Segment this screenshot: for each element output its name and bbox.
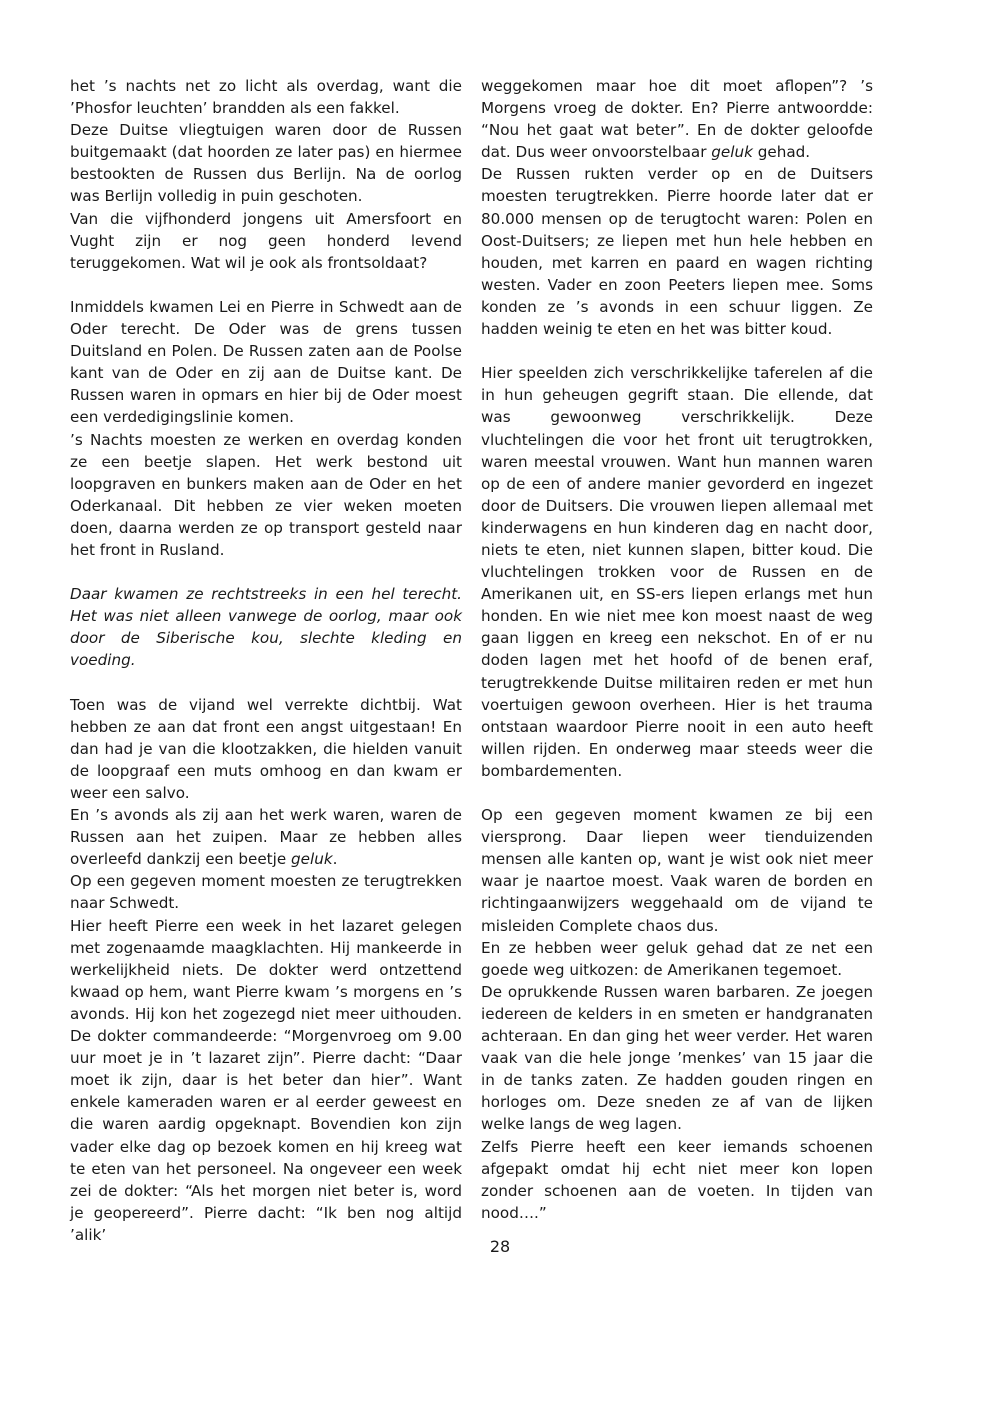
paragraph <box>481 981 873 1136</box>
emphasized-text: geluk <box>291 850 333 869</box>
paragraph <box>70 75 462 119</box>
paragraph-text: De Russen rukten verder op en de Duitsers moesten terugtrekken. Pierre hoorde later dat er 80.000 mensen op de terugtocht waren: Polen en Oost-Duitsers; ze liepen met hun hele hebben en houden, met karren en paard en wagen richting westen. Vader en zoon Peeters liepen mee. Soms konden ze ’s avonds in een schuur liggen. Ze hadden weinig te eten en het was bitter koud. <box>481 165 873 339</box>
paragraph-text: Hier speelden zich verschrikkelijke taferelen af die in hun geheugen gegrift staan. Die ellende, dat was gewoonweg verschrikkelijk. Deze vluchtelingen die voor het front uit terugtrokken, waren meestal vrouwen. Want hun mannen waren op de een of andere manier gevorderd en ingezet door de Duitsers. Die vrouwen liepen allemaal met kinderwagens en hun kinderen dag en nacht door, niets te eten, niet kunnen slapen, bitter koud. Die vluchtelingen trokken voor de Russen en de Amerikanen uit, en SS-ers liepen erlangs met hun honden. En wie niet mee kon moest naast de weg gaan liggen en kreeg een nekschot. En of er nu doden lagen met het hoofd of de benen eraf, terugtrekkende Duitse militairen reden er met hun voertuigen gewoon overheen. Hier is het trauma ontstaan waardoor Pierre nooit in een auto heeft willen rijden. En onderweg maar steeds weer die bombardementen. <box>481 364 873 780</box>
right-text-column <box>481 75 873 1224</box>
paragraph-text: Deze Duitse vliegtuigen waren door de Russen buitgemaakt (dat hoorden ze later pas) en hiermee bestookten de Russen dus Berlijn. Na de oorlog was Berlijn volledig in puin geschoten. <box>70 121 462 206</box>
left-text-column <box>70 75 462 1246</box>
paragraph-text: Toen was de vijand wel verrekte dichtbij. Wat hebben ze aan dat front een angst uitgestaan! En dan had je van die klootzakken, die hielden vanuit de loopgraaf een muts omhoog en dan kwam er weer een salvo. <box>70 695 462 802</box>
paragraph <box>70 915 462 1246</box>
paragraph <box>481 1136 873 1224</box>
paragraph-text: gehad. <box>752 143 811 162</box>
emphasized-text: geluk <box>711 143 753 162</box>
paragraph <box>70 119 462 207</box>
paragraph <box>70 694 462 804</box>
paragraph-text: Op een gegeven moment kwamen ze bij een viersprong. Daar liepen weer tienduizenden mensen alle kanten op, want je wist ook niet meer waar je naartoe moest. Vaak waren de borden en richtingaanwijzers weggehaald om de vijand te misleiden Complete chaos dus. <box>481 806 873 935</box>
paragraph <box>481 937 873 981</box>
paragraph <box>481 75 873 163</box>
paragraph-text: Van die vijfhonderd jongens uit Amersfoort en Vught zijn er nog geen honderd levend teruggekomen. Wat wil je ook als frontsoldaat? <box>70 209 462 272</box>
paragraph <box>481 163 873 340</box>
paragraph <box>70 429 462 562</box>
paragraph-text: Inmiddels kwamen Lei en Pierre in Schwedt aan de Oder terecht. De Oder was de grens tussen Duitsland en Polen. De Russen zaten aan de Poolse kant van de Oder en zij aan de Duitse kant. De Russen waren in opmars en hier bij de Oder moest een verdedigingslinie komen. <box>70 297 462 427</box>
paragraph <box>481 362 873 782</box>
paragraph-text: Daar kwamen ze rechtstreeks in een hel terecht. Het was niet alleen vanwege de oorlog, maar ook door de Siberische kou, slechte kleding en voeding. <box>70 585 462 670</box>
page-number: 28 <box>489 1237 511 1256</box>
paragraph <box>70 208 462 274</box>
paragraph-text: Zelfs Pierre heeft een keer iemands schoenen afgepakt omdat hij echt niet meer kon lopen zonder schoenen aan de voeten. In tijden van nood….” <box>481 1137 873 1222</box>
paragraph-text: Hier heeft Pierre een week in het lazaret gelegen met zogenaamde maagklachten. Hij mankeerde in werkelijkheid niets. De dokter werd ontzettend kwaad op hem, want Pierre kwam ’s morgens en ’s avonds. Hij kon het zogezegd niet meer uithouden. De dokter commandeerde: “Morgenvroeg om 9.00 uur moet je in ’t lazaret zijn”. Pierre dacht: “Daar moet ik zijn, daar is het beter dan hier”. Want enkele kameraden waren er al eerder geweest en die waren aardig opgeknapt. Bovendien kon zijn vader elke dag op bezoek komen en hij kreeg wat te eten van het personeel. Na ongeveer een week zei de dokter: “Als het morgen niet beter is, word je geopereerd”. Pierre dacht: “Ik ben nog altijd ’alik’ <box>70 916 462 1244</box>
paragraph-text: En ’s avonds als zij aan het werk waren, waren de Russen aan het zuipen. Maar ze hebben alles overleefd dankzij een beetje <box>70 806 462 869</box>
paragraph <box>70 296 462 429</box>
paragraph-text: Op een gegeven moment moesten ze terugtrekken naar Schwedt. <box>70 872 462 913</box>
paragraph <box>70 804 462 870</box>
paragraph-text: De oprukkende Russen waren barbaren. Ze joegen iedereen de kelders in en smeten er handgranaten achteraan. En dan ging het weer verder. Het waren vaak van die hele jonge ’menkes’ van 15 jaar die in de tanks zaten. Ze hadden gouden ringen en horloges om. Deze sneden ze af van de lijken welke langs de weg lagen. <box>481 982 873 1134</box>
paragraph <box>70 583 462 671</box>
paragraph-text: ’s Nachts moesten ze werken en overdag konden ze een beetje slapen. Het werk bestond uit loopgraven en bunkers maken aan de Oder en het Oderkanaal. Dit hebben ze vier weken moeten doen, daarna werden ze op transport gesteld naar het front in Rusland. <box>70 430 462 559</box>
paragraph <box>481 804 873 937</box>
paragraph-text: En ze hebben weer geluk gehad dat ze net een goede weg uitkozen: de Amerikanen tegemoet. <box>481 938 873 979</box>
paragraph <box>70 870 462 914</box>
paragraph-text: weggekomen maar hoe dit moet aflopen”? ’s Morgens vroeg de dokter. En? Pierre antwoordde: “Nou het gaat wat beter”. En de dokter geloofde dat. Dus weer onvoorstelbaar <box>481 77 873 162</box>
paragraph-text: het ’s nachts net zo licht als overdag, want die ’Phosfor leuchten’ brandden als een fakkel. <box>70 77 462 118</box>
paragraph-text: . <box>332 850 338 869</box>
